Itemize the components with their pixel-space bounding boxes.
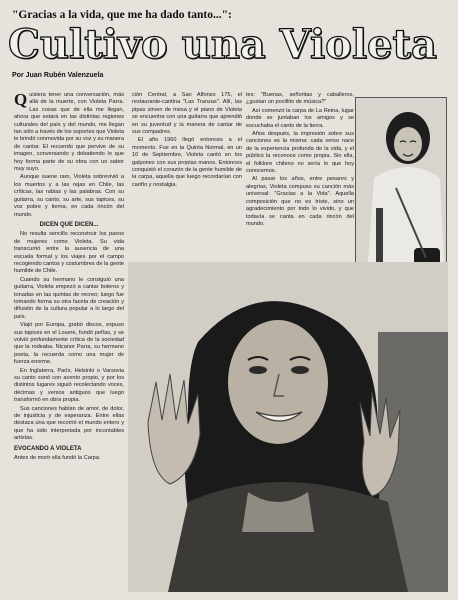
paragraph: El año 1960 llegó entonces a el momento. Fue en la Quinta Normal, en un 10 de Septiembre, Violeta cantó en los galpones con sus propias manos. Entonces conquistó el corazón de la gente humilde de la carpa, aquella que luego recordarían con cariño y nostalgia. (132, 137, 242, 188)
kicker-quote: "Gracias a la vida, que me ha dado tanto...": (12, 9, 232, 21)
article-column-1 (14, 92, 124, 592)
paragraph (14, 92, 124, 173)
paragraph: Aunque suene raro, Violeta sobrevivió a los muertos y a las rejas en Chile, las críticas, las rabias y las palabras. Con su guitarra, su canto, su arte, sus tapices, su voz pobre y tierna, en cada rincón del mundo. (14, 174, 124, 218)
section-heading: EVOCANDO A VIOLETA (14, 445, 82, 452)
headline: Cultivo una Violeta (8, 21, 437, 68)
paragraph: ción Central, a San Alfonso 175, el restaurante-cantina "Las Tranzas". Allí, las pipas sirven de mesa y el piano de Violeta se encuentra con una guitarra que aprendió en su juventud y la manera de cantar de sus compadres. (132, 92, 242, 136)
paragraph: Años después, la impresión sobre sus canciones es la misma: cada verso nace de la experiencia profunda de la vida, y el público la reconoce como propia. Sin ella, el folklore chileno no sería lo que hoy conocemos. (246, 131, 354, 175)
paragraph: En Inglaterra, París, Helsinki o Varsovia su canto sonó con acento propio, y por los distintos lugares siguió recolectando voces, décimas y versos antiguos que luego transformó en obra propia. (14, 367, 124, 404)
paragraph: Viajó por Europa, grabó discos, expuso sus tapices en el Louvre, fundó peñas, y se volvió profundamente crítica de la sociedad que la rodeaba. Nicanor Parra, su hermano poeta, la recuerda como una mujer de fuerza enorme. (14, 322, 124, 366)
violeta-portrait-image (128, 262, 448, 592)
byline: Por Juan Rubén Valenzuela (12, 72, 104, 79)
paragraph: Cuando su hermano le consiguió una guitarra, Violeta empezó a cantar boleros y tonadas en las quintas de recreo; luego fue tomando forma su otra faceta de creación y difusión de la cultura popular a lo largo del país. (14, 276, 124, 320)
drop-cap: Q (14, 92, 28, 109)
paragraph: Sus canciones hablan de amor, de dolor, de injusticia y de esperanza. Entre ellas destaca una que recorrió el mundo entero y que ha sido interpretada por incontables artistas. (14, 405, 124, 442)
paragraph: No resulta sencillo reconstruir los pasos de mujeres como Violeta. Su vida transcurrió entre la ausencia de una escuela formal y los viajes por el campo recogiendo cantos y costumbres de la gente humilde de Chile. (14, 231, 124, 275)
paragraph-text: uisiera tener una conversación, más allá de la muerte, con Violeta Parra. Las cosas que de ella me llegan, ahora que estará en las distintas regiones culturales del país y del mundo, me llegan tan sólo a través de los soportes que Violeta le brindó conmovida por su voz y su manera de cantar. El recuerdo que pervive de su imagen, conversando y debatiendo lo que hoy forma parte de su obra con un sabor muy suyo. (14, 92, 124, 173)
main-photo (128, 262, 448, 592)
paragraph: Antes de morir ella fundó la Carpa. (14, 455, 101, 462)
section-heading: DICEN QUE DICEN... (39, 221, 99, 228)
paragraph: tes: "Buenas, señoritas y caballeros, ¿gustan un pocillito de música?" (246, 92, 354, 106)
paragraph: Así comenzó la carpa de La Reina, lugar donde se juntaban los amigos y se escuchaba el canto de la tierra. (246, 107, 354, 129)
article-column-2 (132, 92, 242, 284)
paragraph: Al pasar los años, entre pesares y alegrías, Violeta compuso su canción más universal: "Gracias a la Vida". Aquella composición que no es triste, sino un agradecimiento por todo lo vivido, y que todavía se canta en cada rincón del mundo. (246, 176, 354, 227)
